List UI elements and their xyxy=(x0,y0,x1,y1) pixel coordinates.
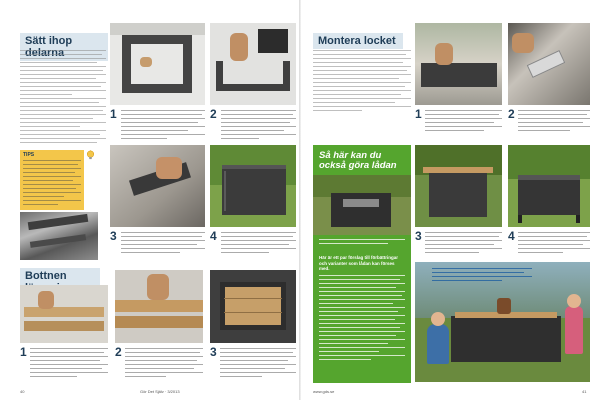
bottom-step2-caption xyxy=(125,348,203,377)
sidebar-body xyxy=(319,275,405,360)
step1-number: 1 xyxy=(110,107,117,121)
lid-intro-text xyxy=(313,50,411,111)
footer-left: Gör Det Själv · 3/2013 xyxy=(140,389,180,394)
variants-sidebar xyxy=(313,145,411,383)
page-number-left: 40 xyxy=(20,389,25,394)
tips-box xyxy=(20,150,84,210)
quote-lines xyxy=(432,268,532,281)
variant4-photo xyxy=(508,145,590,227)
sidebar-title: Så här kan du också göra lådan xyxy=(319,150,397,171)
step2-caption xyxy=(221,110,296,139)
section-title-assemble: Sätt ihop xyxy=(20,33,108,61)
step2-photo xyxy=(210,23,296,105)
step1-photo xyxy=(110,23,205,105)
page-gutter xyxy=(299,0,301,400)
bottom-step3-number: 3 xyxy=(210,345,217,359)
step3-photo xyxy=(110,145,205,227)
bottom-step1-photo xyxy=(20,285,108,343)
tips-text xyxy=(23,160,81,205)
sidebar-question: Här är ett par förslag till förbättringar och varianter som lådan kan förses med. xyxy=(319,255,399,271)
intro-text xyxy=(20,50,106,143)
lid-step2-caption xyxy=(518,110,590,131)
lid-step2-number: 2 xyxy=(508,107,515,121)
step3-number: 3 xyxy=(110,229,117,243)
step1-caption xyxy=(121,110,205,139)
bottom-step3-caption xyxy=(220,348,296,377)
step4-photo xyxy=(210,145,296,227)
bottom-step3-photo xyxy=(210,270,296,343)
tips-photo xyxy=(20,212,98,260)
tips-label: TIPS xyxy=(23,152,35,158)
step4-caption xyxy=(221,232,296,253)
sidebar-caption xyxy=(319,239,405,244)
step4-number: 4 xyxy=(210,229,217,243)
page-number-right: 41 xyxy=(582,389,587,394)
lid-step2-photo xyxy=(508,23,590,105)
variant3-photo xyxy=(415,145,502,227)
variant4-caption xyxy=(518,232,590,253)
photo-caption-quote xyxy=(432,268,532,281)
section-title-bottom: Bottnen xyxy=(20,268,100,296)
variant4-number: 4 xyxy=(508,229,515,243)
bottom-step1-caption xyxy=(30,348,108,377)
bottom-step2-photo xyxy=(115,270,203,343)
bottom-step1-number: 1 xyxy=(20,345,27,359)
lid-step1-number: 1 xyxy=(415,107,422,121)
variant3-number: 3 xyxy=(415,229,422,243)
step3-caption xyxy=(121,232,205,253)
step2-number: 2 xyxy=(210,107,217,121)
lid-step1-photo xyxy=(415,23,502,105)
sidebar-photo xyxy=(313,175,411,235)
lightbulb-icon xyxy=(86,150,95,161)
section-title-lid: Montera locket xyxy=(313,33,403,49)
footer-right: www.gds.se xyxy=(313,389,335,394)
bottom-step2-number: 2 xyxy=(115,345,122,359)
lid-step1-caption xyxy=(425,110,502,131)
variant3-caption xyxy=(425,232,502,253)
